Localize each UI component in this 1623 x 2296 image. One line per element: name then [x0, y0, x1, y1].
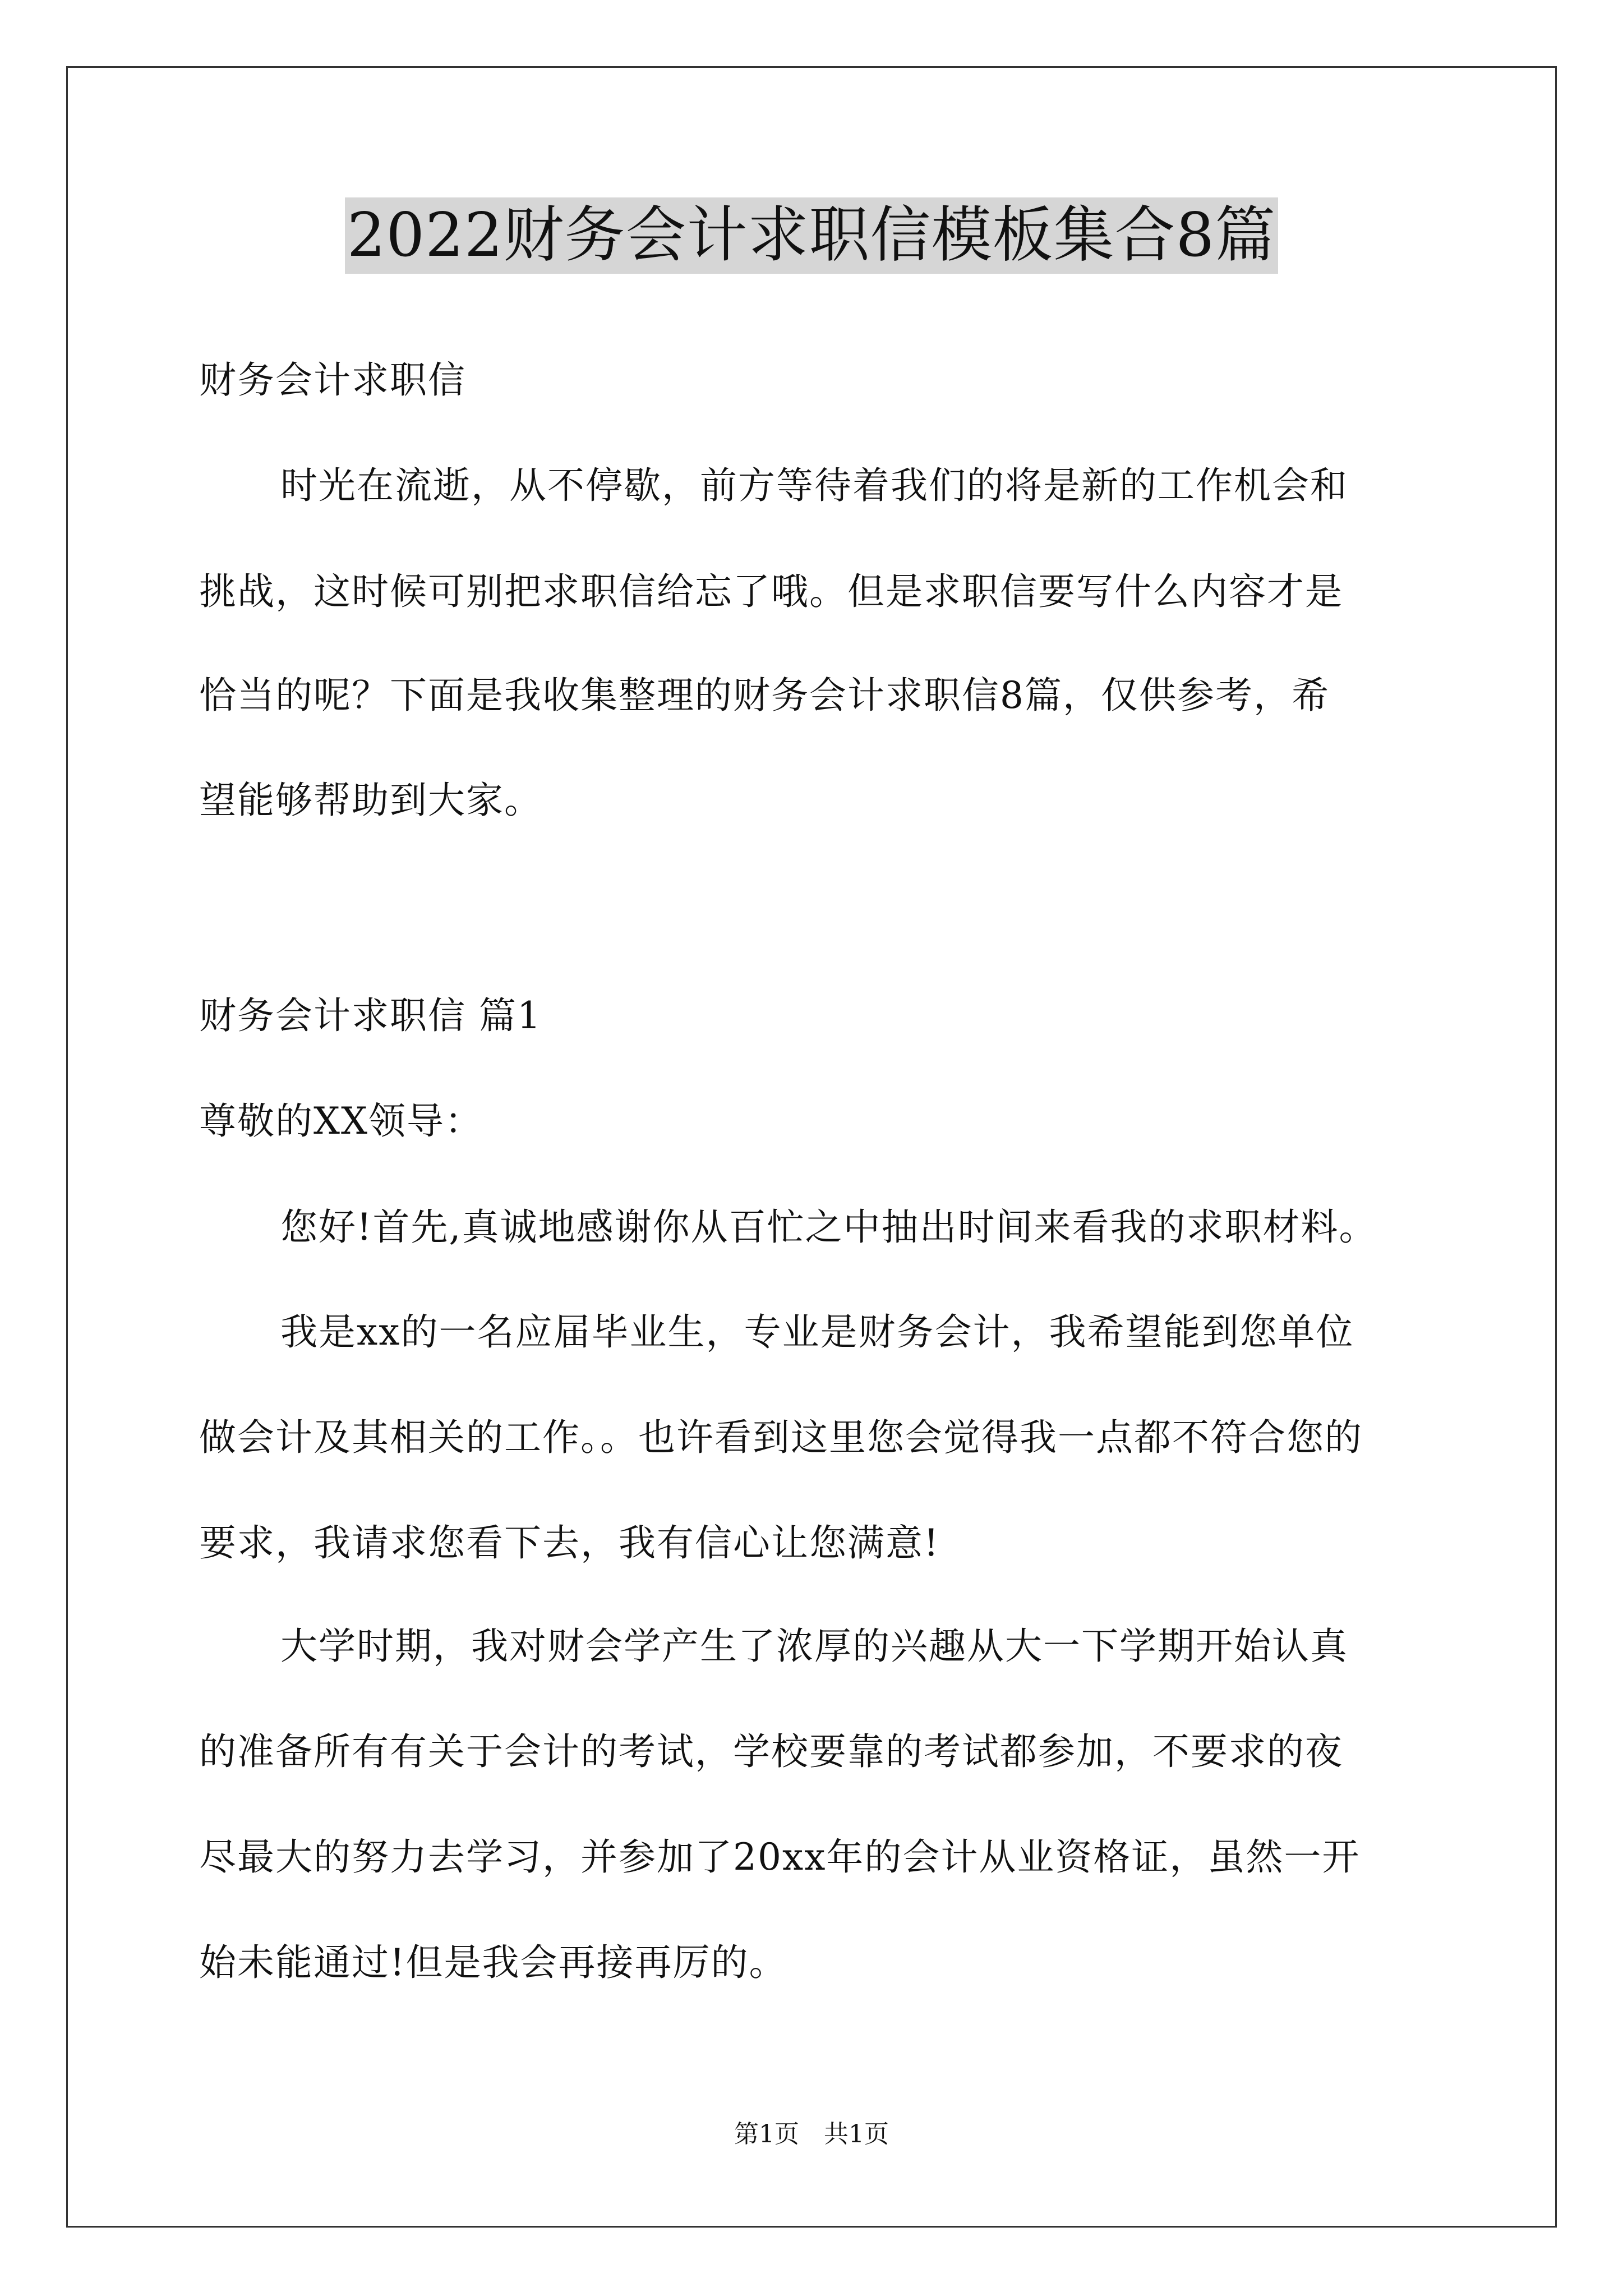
paragraph-line: 恰当的呢？下面是我收集整理的财务会计求职信8篇，仅供参考，希	[199, 674, 1330, 717]
section-heading: 财务会计求职信 篇1	[199, 994, 542, 1037]
paragraph-line: 始未能通过!但是我会再接再厉的。	[199, 1941, 787, 1984]
paragraph-line: 时光在流逝，从不停歇，前方等待着我们的将是新的工作机会和	[280, 464, 1348, 507]
paragraph-line: 大学时期，我对财会学产生了浓厚的兴趣从大一下学期开始认真	[280, 1625, 1348, 1668]
paragraph-line: 您好!首先,真诚地感谢你从百忙之中抽出时间来看我的求职材料。	[280, 1205, 1377, 1249]
paragraph-line: 要求，我请求您看下去，我有信心让您满意!	[199, 1521, 940, 1565]
paragraph-line: 尽最大的努力去学习，并参加了20xx年的会计从业资格证，虽然一开	[199, 1835, 1361, 1879]
paragraph-line: 做会计及其相关的工作。。也许看到这里您会觉得我一点都不符合您的	[199, 1416, 1363, 1459]
paragraph-line: 挑战，这时候可别把求职信给忘了哦。但是求职信要写什么内容才是	[199, 570, 1343, 613]
intro-heading: 财务会计求职信	[199, 358, 466, 402]
paragraph-line: 的准备所有有关于会计的考试，学校要靠的考试都参加，不要求的夜	[199, 1730, 1343, 1773]
paragraph-line: 我是xx的一名应届毕业生，专业是财务会计，我希望能到您单位	[280, 1310, 1354, 1354]
salutation: 尊敬的XX领导：	[199, 1099, 483, 1143]
paragraph-line: 望能够帮助到大家。	[199, 779, 542, 822]
document-title: 2022财务会计求职信模板集合8篇	[345, 197, 1279, 274]
page-footer: 第1页 共1页	[734, 2120, 889, 2148]
title-container	[0, 197, 1623, 274]
